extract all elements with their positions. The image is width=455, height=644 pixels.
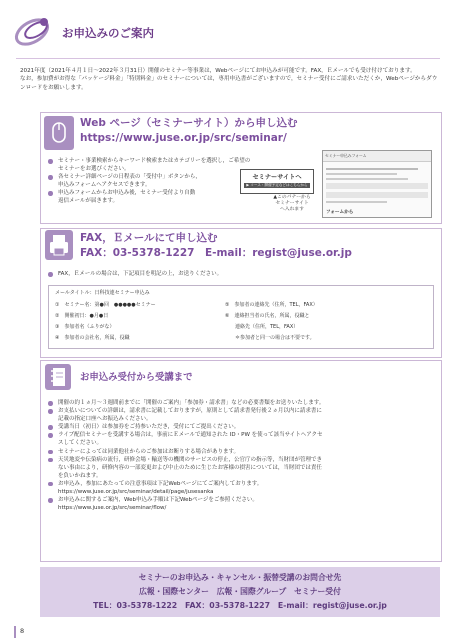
page-title: お申込みのご案内 [62,26,154,40]
list-item: 開催の約１ヵ月～３週間前までに「開催のご案内」「参加券・請求書」などの必要書類をお送りいたします。 [48,399,434,407]
intro-paragraph: なお，参加費がお得な「パッケージ料金」「特別料金」のセミナーについては，専用申込書がございますので，セミナー受付にご請求いただくか，Webページからダウンロードをお願いします。 [20,76,438,91]
page-number-bar [14,626,16,638]
fax-bullets [48,270,428,278]
form-screenshot [322,150,432,218]
list-item: お申込み，参加にあたっての注意事項は下記Webページにてご案内しております。 https://www.juse.or.jp/src/seminar/detail/page/jusesanka [48,480,434,496]
form-thumb-title: セミナー申込みフォーム [323,151,431,162]
seminar-site-banner[interactable] [240,169,314,194]
banner-caption: ▲このバナーから セミナーサイト へ入れます [273,195,311,212]
notice-link[interactable]: https://www.juse.or.jp/src/seminar/detail/page/jusesanka [58,489,214,496]
mail-items-left: ① セミナー名：第●回 ●●●●●セミナー ② 開催初日：●月●日 ③ 参加者名（ふりがな） ④ 参加者の会社名，所属，役職 [55,302,156,341]
list-item: お支払いについての詳細は，請求書に記載しておりますが，原則として請求書発行後２ヵ月以内に請求書に 記載の指定口座へお振込みください。 [48,407,434,423]
page-number: 8 [20,627,25,635]
flow-link[interactable]: https://www.juse.or.jp/src/seminar/flow/ [58,505,167,512]
mail-items-right: ⑤ 参加者の連絡先（住所，TEL，FAX） ⑥ 連絡担当者の氏名，所属，役職と 連絡先（住所，TEL，FAX） ＊参加者と同一の場合は不要です。 [225,302,318,341]
mail-title: メールタイトル：日科技連セミナー申込み [55,290,150,296]
header-divider [16,58,440,59]
mouse-icon [44,116,74,150]
web-heading: Web ページ（セミナーサイト）から申し込む [80,117,298,129]
notebook-icon [45,364,71,390]
form-label: フォームから [326,210,354,215]
contact-details: TEL：03-5378-1222 FAX：03-5378-1227 E-mail：regist@juse.or.jp [93,601,387,610]
fax-icon [45,230,73,260]
list-item: ライブ配信セミナーを受講する場合は，事前にＥメールで通知された ID・PW を使って該当サイトへアクセ スしてください。 [48,431,434,447]
form-thumb-lines [323,162,431,209]
banner-subtitle: ▶ コース・開催予定などはこちらから [244,183,310,188]
contact-department: 広報・国際センター 広報・国際グループ セミナー受付 [139,587,341,596]
flow-bullets [48,399,434,512]
intro-paragraph: 2021年度（2021年４月１日～2022年３月31日）開催のセミナー等事業は，Webページにてお申込みが可能です。FAX，Ｅメールでも受け付けております。 [20,68,416,74]
list-item: 申込みフォームからお申込み後，セミナー受付より自動 返信メールが届きます。 [48,189,288,205]
list-item: 受講当日（初日）は参加券をご持参いただき，受付にてご提出ください。 [48,423,434,431]
header-logo-icon [12,12,58,52]
banner-title: セミナーサイトへ [252,174,302,181]
list-item: セミナー・事業検索からキーワード検索またはカテゴリーを選択し，ご希望の セミナーをお選びください。 [48,157,288,173]
contact-box [40,567,440,617]
mail-format-box [48,285,434,349]
fax-heading: FAX，Ｅメールにて申し込む [80,232,218,244]
list-item: 各セミナー詳細ページの日程表の「受付中」ボタンから， 申込みフォームへアクセスできます。 [48,173,288,189]
list-item: 天災地変や伝染病の流行，研修会場・輸送等の機関のサービスの停止，公官庁の指示等，当財団が管理でき ない事由により，研修内容の一部変更および中止のために生じたお客様の損害については，当財団では責任 を負いかねます。 [48,456,434,480]
list-item: FAX，Ｅメールの場合は，下記項目を明記の上，お送りください。 [48,270,428,278]
contact-title: セミナーのお申込み・キャンセル・振替受講のお問合せ先 [138,573,342,582]
web-url[interactable]: https://www.juse.or.jp/src/seminar/ [80,132,287,144]
intro-text [20,67,440,92]
fax-contact: FAX：03-5378-1227 E-mail：regist@juse.or.jp [80,247,352,259]
list-item: お申込みに関するご案内，Web申込み手順は下記Webページをご参照ください。 https://www.juse.or.jp/src/seminar/flow/ [48,496,434,512]
list-item: セミナーによっては同業他社からのご参加はお断りする場合があります。 [48,448,434,456]
flow-heading: お申込み受付から受講まで [80,372,193,383]
